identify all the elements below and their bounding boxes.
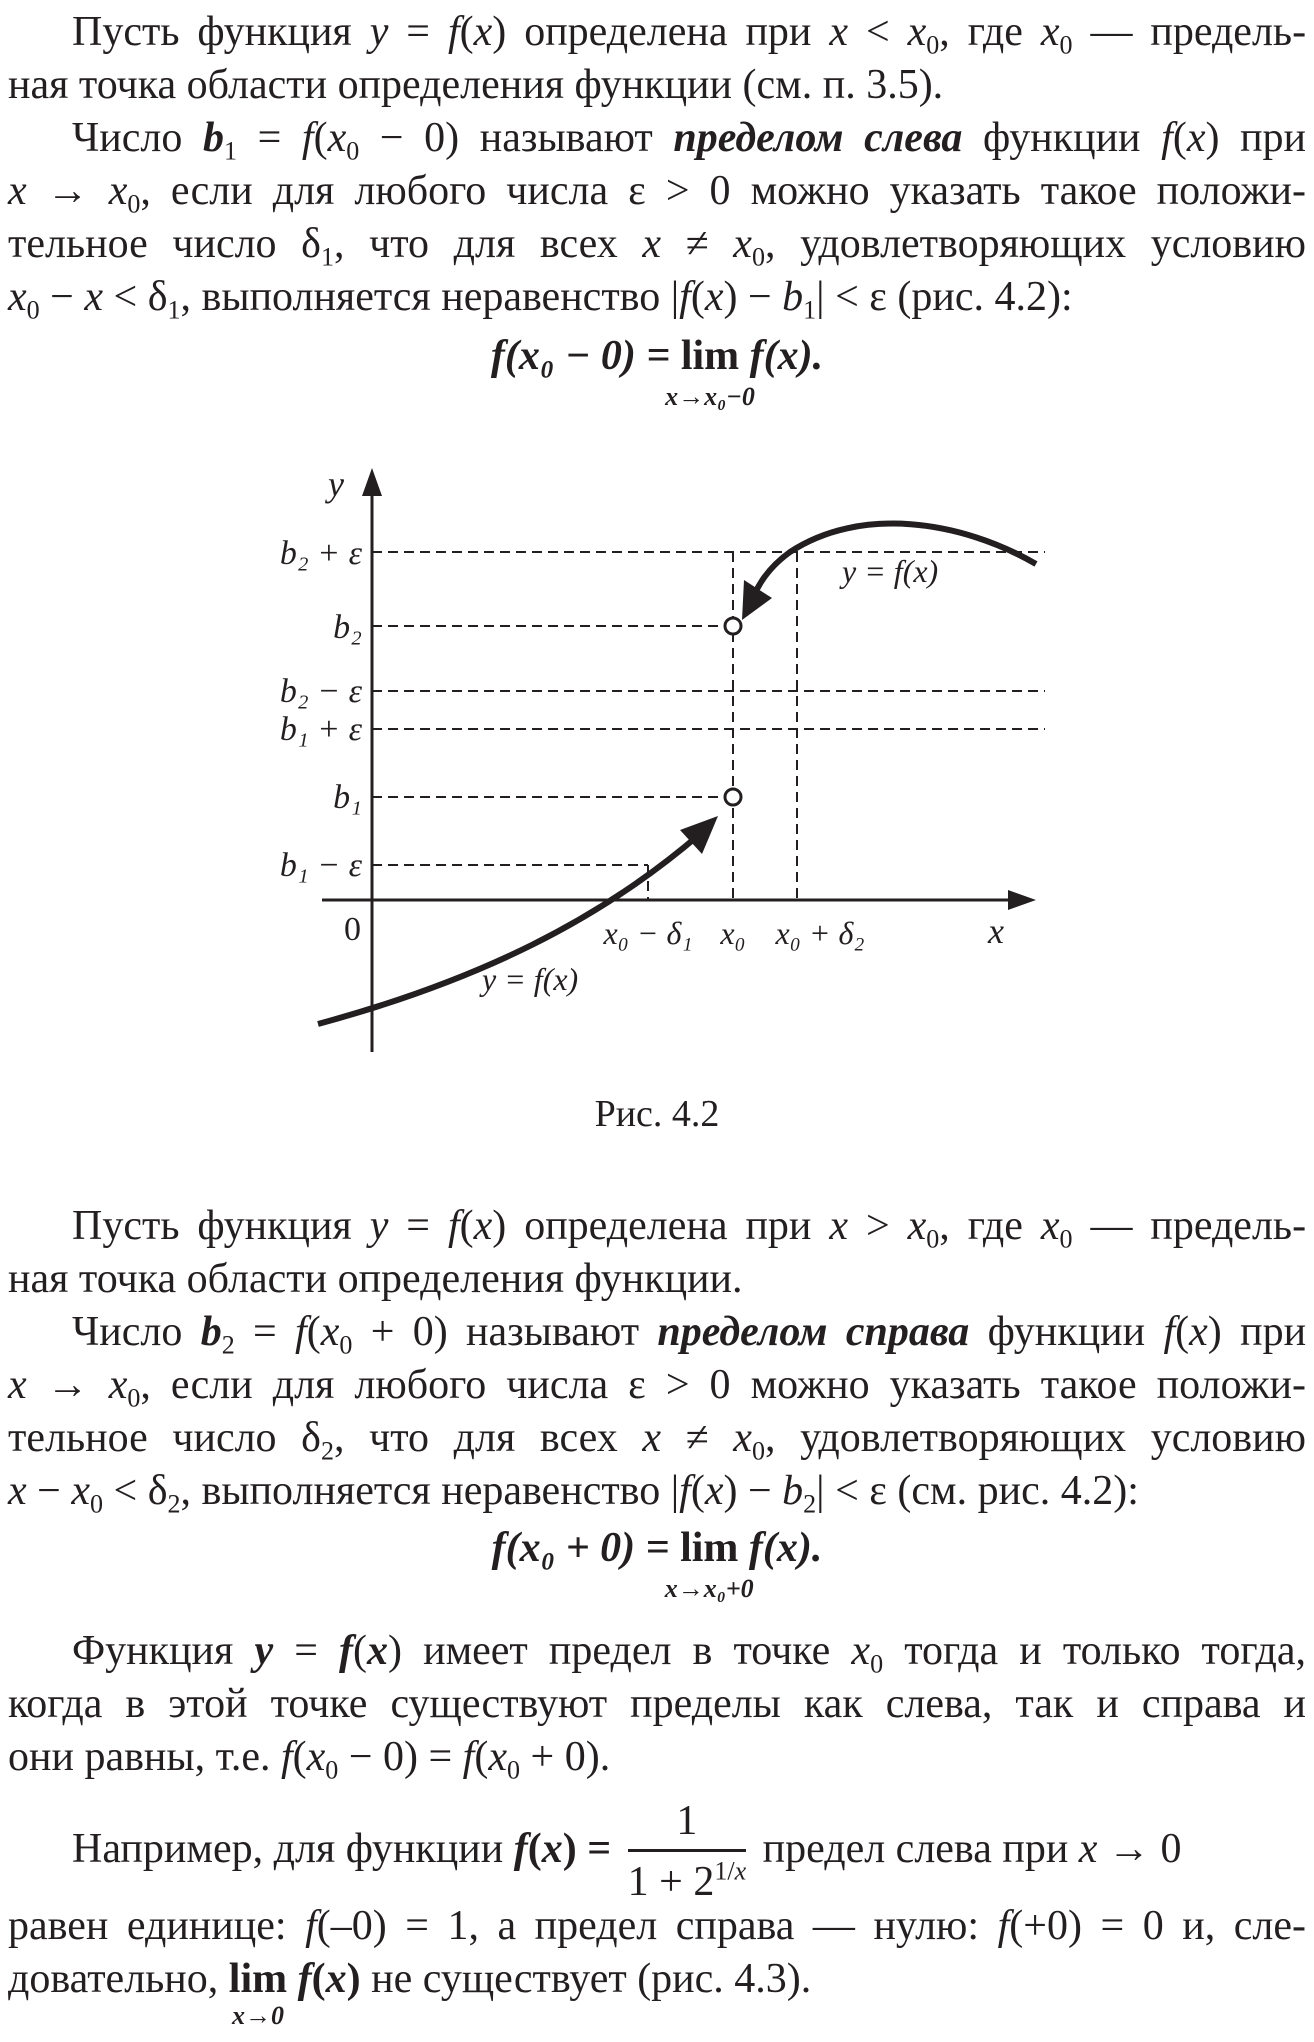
- formula-lhs: f(x₀ − 0) =: [490, 333, 671, 379]
- fraction: [628, 1793, 747, 1912]
- text: , выполняется неравенство: [180, 1468, 661, 1514]
- figure-caption: Рис. 4.2: [594, 1093, 720, 1135]
- text: равен единице:: [8, 1903, 287, 1949]
- x-tick-labels: [603, 915, 865, 951]
- text: имеет предел в точке: [423, 1628, 831, 1674]
- text: , где: [939, 9, 1023, 55]
- text: , выполняется неравенство: [180, 274, 661, 320]
- text: — предель-: [1090, 9, 1307, 55]
- para3-line2: ная точка области определения функции.: [8, 1256, 743, 1302]
- text: , удовлетворяющих условию: [764, 221, 1306, 267]
- fraction-numerator: 1: [628, 1793, 747, 1852]
- y-label-b1-minus-eps: b₁ − ε: [279, 847, 362, 884]
- text: , где: [939, 1203, 1023, 1249]
- para3-line1: Пусть функция y = f(x) определена при $x > x_0$, где $x_0$ — предель-: [72, 1203, 1307, 1254]
- text: , а предел справа — нулю:: [468, 1903, 980, 1949]
- x-axis-arrow-icon: [1008, 890, 1036, 910]
- text: , если для любого числа ε > 0 можно указать такое положи-: [140, 168, 1307, 214]
- lim-operator: [665, 330, 755, 411]
- para6-line2: равен единице: f(–0) = 1, а предел справа — нулю: f(+0) = 0 и, сле-: [8, 1903, 1306, 1949]
- y-label-b2-minus-eps: b₂ − ε: [279, 673, 362, 710]
- dashed-guides: [372, 552, 1045, 900]
- text: Число: [72, 115, 183, 161]
- text: довательно,: [8, 1956, 219, 2002]
- text: (рис. 4.2):: [897, 274, 1073, 320]
- text: , что для всех: [333, 221, 618, 267]
- term-right-limit: пределом справа: [657, 1309, 970, 1355]
- text: называют: [479, 115, 653, 161]
- text: они равны, т.е.: [8, 1734, 271, 1780]
- para6-line3: довательно, lim x→0 f(x) не существует (рис. 4.3).: [8, 1953, 1306, 2006]
- text: определена при: [524, 1203, 812, 1249]
- y-axis-arrow-icon: [362, 468, 382, 496]
- para5-line1: Функция y = f(x) имеет предел в точке $x_0$ тогда и только тогда,: [72, 1628, 1306, 1679]
- formula-rhs: f(x).: [749, 333, 824, 379]
- para2-line2: $x \to x_0$, если для любого числа ε > 0 можно указать такое положи-: [8, 168, 1307, 219]
- para5-line3: они равны, т.е. $f(x_0 - 0) = f(x_0 + 0)$.: [8, 1734, 611, 1785]
- fraction-denominator: $1 + 2^{1/x}$: [627, 1856, 747, 1905]
- text: Пусть функция: [72, 1203, 352, 1249]
- text: Число: [72, 1309, 183, 1355]
- text: Например, для функции: [72, 1826, 504, 1872]
- para1-line1: Пусть функция y = f(x) определена при $x < x_0$, где $x_0$ — предель-: [72, 9, 1307, 60]
- curve-lower-label: y = f(x): [482, 961, 579, 997]
- formula-rhs: f(x).: [748, 1525, 823, 1571]
- para4-line2: $x \to x_0$, если для любого числа ε > 0 можно указать такое положи-: [8, 1362, 1307, 1413]
- x-label-x0: x₀: [720, 915, 746, 951]
- para5-line2: когда в этой точке существуют пределы как слева, так и справа и: [8, 1681, 1306, 1727]
- text: тогда и только тогда,: [904, 1628, 1306, 1674]
- lim-operator: [664, 1522, 754, 1603]
- text: при: [1240, 115, 1307, 161]
- x-label-x0-plus-delta2: x₀ + δ₂: [775, 915, 865, 951]
- lim-text: lim: [680, 333, 740, 379]
- lim-subscript: x→x₀−0: [665, 382, 755, 411]
- open-point-b1: [725, 789, 741, 805]
- formula-left-limit: [0, 330, 1314, 411]
- text: Функция: [72, 1628, 234, 1674]
- text: называют: [466, 1309, 640, 1355]
- text: — предель-: [1090, 1203, 1307, 1249]
- y-label-b2: b₂: [333, 609, 362, 646]
- lim-operator: lim x→0: [228, 1956, 288, 2030]
- para2-line4: $x_0 - x < \delta_1$, выполняется неравенство $|f(x) - b_1| < \varepsilon$ (рис. 4.2):: [8, 274, 1073, 325]
- curve-upper-label: y = f(x): [842, 553, 939, 589]
- figure-4-2: [0, 440, 1314, 1070]
- y-label-b2-plus-eps: b₂ + ε: [279, 535, 362, 572]
- text: определена при: [524, 9, 812, 55]
- para1-line2: ная точка области определения функции (см. п. 3.5).: [8, 62, 944, 108]
- text: и, сле-: [1182, 1903, 1306, 1949]
- y-axis-label: y: [328, 464, 344, 504]
- y-tick-labels: [280, 535, 363, 884]
- text: , что для всех: [333, 1415, 618, 1461]
- para4-line3: тельное число $\delta_2$, что для всех $x \ne x_0$, удовлетворяющих условию: [8, 1415, 1306, 1466]
- open-point-b2: [725, 618, 741, 634]
- para2-line1: Число $b_1 = f(x_0 - 0)$ называют пределом слева функции f(x) при: [72, 115, 1307, 166]
- text: функции: [987, 1309, 1146, 1355]
- x-axis-label: x: [988, 911, 1004, 951]
- text: предел слева при: [762, 1826, 1069, 1872]
- formula-right-limit: [0, 1522, 1314, 1603]
- text: (см. рис. 4.2):: [897, 1468, 1139, 1514]
- para4-line1: Число $b_2 = f(x_0 + 0)$ называют пределом справа функции f(x) при: [72, 1309, 1307, 1360]
- para4-line4: $x - x_0 < \delta_2$, выполняется неравенство $|f(x) - b_2| < \varepsilon$ (см. рис. 4.2):: [8, 1468, 1139, 1519]
- para6-line1: Например, для функции f(x) = $\frac{1}{1 + 2^{1/x}}$ предел слева при x → 0: [72, 1790, 1306, 1912]
- lim-subscript: x→x₀+0: [664, 1574, 754, 1603]
- para2-line3: тельное число $\delta_1$, что для всех $x \ne x_0$, удовлетворяющих условию: [8, 221, 1306, 272]
- text: , если для любого числа ε > 0 можно указать такое положи-: [140, 1362, 1307, 1408]
- text: Пусть функция: [72, 9, 352, 55]
- origin-label: 0: [344, 911, 361, 948]
- y-label-b1: b₁: [333, 779, 362, 816]
- text: при: [1240, 1309, 1307, 1355]
- y-label-b1-plus-eps: b₁ + ε: [279, 711, 362, 748]
- formula-lhs: f(x₀ + 0) =: [491, 1525, 670, 1571]
- text: , удовлетворяющих условию: [764, 1415, 1306, 1461]
- text: не существует (рис. 4.3).: [371, 1956, 812, 2002]
- text: тельное число δ: [8, 221, 321, 267]
- text: тельное число δ: [8, 1415, 321, 1461]
- x-label-x0-minus-delta1: x₀ − δ₁: [603, 915, 693, 951]
- text: функции: [983, 115, 1141, 161]
- term-left-limit: пределом слева: [673, 115, 963, 161]
- lim-text: lim: [680, 1525, 739, 1571]
